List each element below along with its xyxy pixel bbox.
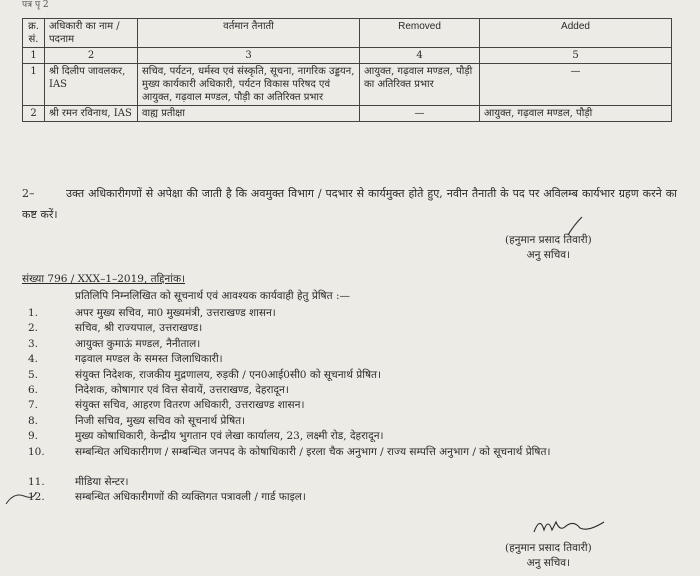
- list-item-number: 5.: [28, 368, 39, 381]
- list-item-text: अपर मुख्य सचिव, मा0 मुख्यमंत्री, उत्तराखण्ड शासन।: [75, 307, 276, 319]
- reference-number: संख्या 796 / XXX–1–2019, तद्दिनांक।: [22, 273, 186, 285]
- list-item: [22, 398, 682, 413]
- list-item-text: गढ़वाल मण्डल के समस्त जिलाधिकारी।: [75, 353, 223, 366]
- pen-mark-icon: [4, 488, 38, 508]
- signature-mark-2: [530, 512, 610, 538]
- list-item-text: सचिव, श्री राज्यपाल, उत्तराखण्ड।: [75, 322, 203, 335]
- list-item-number: 1.: [28, 307, 39, 319]
- list-item-text: मुख्य कोषाधिकारी, केन्द्रीय भुगतान एवं लेखा कार्यालय, 23, लक्ष्मी रोड, देहरादून।: [75, 430, 384, 443]
- list-item: [22, 368, 682, 383]
- header-removed: Removed: [360, 19, 480, 48]
- header-serial: क्र. सं.: [23, 19, 45, 48]
- list-item-number: 10.: [28, 445, 45, 458]
- list-item: [22, 414, 682, 429]
- current-posting: वाह्य प्रतीक्षा: [138, 106, 360, 122]
- row-serial: 2: [23, 106, 45, 122]
- added-charge: —: [480, 64, 672, 106]
- header-added: Added: [480, 19, 672, 48]
- list-item: [22, 429, 682, 444]
- list-item: [22, 445, 682, 475]
- column-number-row: [23, 48, 672, 64]
- column-number: 3: [138, 48, 360, 64]
- list-item: [22, 321, 682, 336]
- signatory-name: (हनुमान प्रसाद तिवारी): [505, 542, 592, 554]
- paragraph-text: उक्त अधिकारीगणों से अपेक्षा की जाती है कि अवमुक्त विभाग / पदभार से कार्यमुक्त होते हुए, नवीन तैनाती के पद पर अविलम्ब कार्यभार ग्रहण करने का कष्ट करें।: [22, 187, 677, 221]
- header-name: अधिकारी का नाम / पदनाम: [45, 19, 138, 48]
- removed-charge: —: [360, 106, 480, 122]
- list-item-number: 6.: [28, 383, 39, 396]
- column-number: 4: [360, 48, 480, 64]
- list-item-number: 7.: [28, 399, 39, 412]
- paragraph-number: 2–: [22, 187, 35, 200]
- column-number: 5: [480, 48, 672, 64]
- list-item-number: 9.: [28, 430, 39, 443]
- column-number: 1: [23, 48, 45, 64]
- list-item-text: आयुक्त कुमाऊं मण्डल, नैनीताल।: [75, 337, 201, 350]
- list-item: [22, 306, 682, 321]
- table-row: [23, 106, 672, 122]
- list-item-text: सम्बन्धित अधिकारीगणों की व्यक्तिगत पत्रावली / गार्ड फाइल।: [75, 490, 306, 503]
- posting-table: [22, 18, 672, 122]
- signatory-name: (हनुमान प्रसाद तिवारी): [505, 234, 592, 246]
- list-item-text: निदेशक, कोषागार एवं वित्त सेवायें, उत्तराखण्ड, देहरादून।: [75, 383, 289, 396]
- copy-to-line: प्रतिलिपि निम्नलिखित को सूचनार्थ एवं आवश्यक कार्यवाही हेतु प्रेषित :—: [75, 290, 350, 302]
- list-item: [22, 475, 682, 490]
- list-item-number: 12.: [28, 490, 45, 503]
- list-item-number: 8.: [28, 414, 39, 427]
- list-item-number: 2.: [28, 322, 39, 335]
- row-serial: 1: [23, 64, 45, 106]
- column-number: 2: [45, 48, 138, 64]
- header-posting: वर्तमान तैनाती: [138, 19, 360, 48]
- page-fragment: पत्र पृ 2: [22, 0, 49, 10]
- list-item: [22, 383, 682, 398]
- signature-block: [505, 541, 592, 571]
- list-item-text: संयुक्त सचिव, आहरण वितरण अधिकारी, उत्तराखण्ड शासन।: [75, 399, 305, 412]
- list-item-number: 4.: [28, 353, 39, 366]
- list-item: [22, 352, 682, 367]
- list-item-text: सम्बन्धित अधिकारीगण / सम्बन्धित जनपद के कोषाधिकारी / इरला चैक अनुभाग / राज्य सम्पत्ति अनुभाग / को सूचनार्थ प्रेषित।: [75, 445, 551, 458]
- officer-name: श्री रमन रविनाथ, IAS: [45, 106, 138, 122]
- signatory-designation: अनु सचिव।: [526, 249, 571, 261]
- signature-block: [505, 233, 592, 263]
- current-posting: सचिव, पर्यटन, धर्मस्व एवं संस्कृति, सूचना, नागरिक उड्डयन, मुख्य कार्यकारी अधिकारी, पर्यटन विकास परिषद एवं आयुक्त, गढ़वाल मण्डल, पौड़ी का अतिरिक्त प्रभार: [138, 64, 360, 106]
- signatory-designation: अनु सचिव।: [526, 557, 571, 569]
- officer-name: श्री दिलीप जावलकर, IAS: [45, 64, 138, 106]
- list-item-text: मीडिया सेन्टर।: [75, 475, 129, 488]
- list-item: [22, 337, 682, 352]
- removed-charge: आयुक्त, गढ़वाल मण्डल, पौड़ी का अतिरिक्त प्रभार: [360, 64, 480, 106]
- list-item-text: निजी सचिव, मुख्य सचिव को सूचनार्थ प्रेषित।: [75, 414, 246, 427]
- list-item: [22, 490, 682, 505]
- table-row: [23, 64, 672, 106]
- list-item-number: 11.: [28, 475, 45, 488]
- table-header-row: [23, 19, 672, 48]
- copy-list: [22, 306, 682, 505]
- list-item-text: संयुक्त निदेशक, राजकीय मुद्रणालय, रुड़की / एन0आई0सी0 को सूचनार्थ प्रेषित।: [75, 368, 382, 381]
- added-charge: आयुक्त, गढ़वाल मण्डल, पौड़ी: [480, 106, 672, 122]
- list-item-number: 3.: [28, 337, 39, 350]
